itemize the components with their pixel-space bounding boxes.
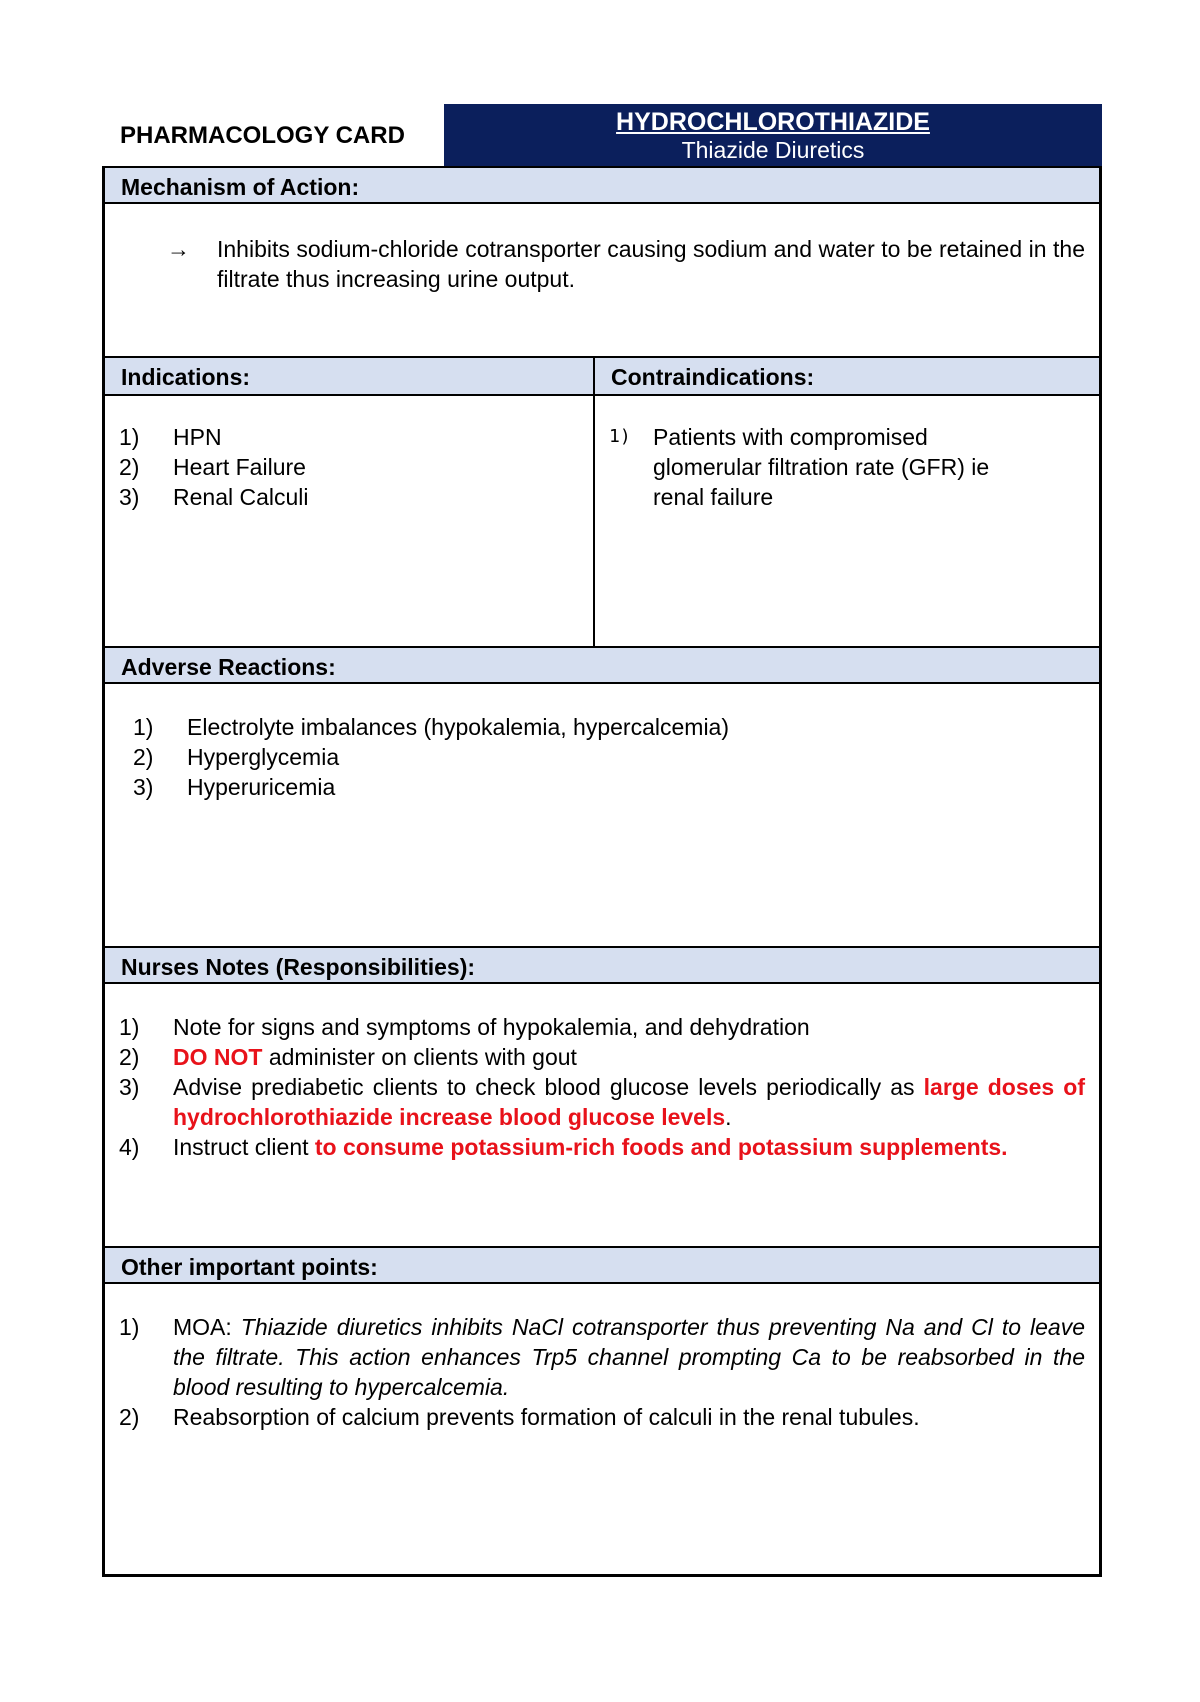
- list-item: 1) HPN: [119, 424, 222, 450]
- list-item: 1) Note for signs and symptoms of hypokalemia, and dehydration: [119, 1014, 810, 1040]
- list-item: 2) Hyperglycemia: [133, 744, 340, 770]
- list-item: 1) Electrolyte imbalances (hypokalemia, hypercalcemia): [133, 714, 730, 740]
- contraindications-list: [609, 422, 1085, 512]
- nurses-body: [105, 984, 1099, 1246]
- indications-column: [105, 358, 595, 646]
- list-item: 2) DO NOT administer on clients with gout: [119, 1044, 577, 1070]
- nurses-heading: Nurses Notes (Responsibilities):: [105, 946, 1099, 984]
- adverse-body: [105, 684, 1099, 946]
- other-list: [119, 1312, 1085, 1432]
- moa-text: Inhibits sodium-chloride cotransporter causing sodium and water to be retained in the filtrate thus increasing urine output.: [217, 236, 1085, 292]
- list-item: 3) Advise prediabetic clients to check blood glucose levels periodically as large doses of hydrochlorothiazide increase blood glucose levels.: [119, 1074, 1085, 1130]
- drug-class: Thiazide Diuretics: [681, 137, 865, 163]
- adverse-list: [133, 712, 1085, 802]
- drug-name: HYDROCHLOROTHIAZIDE: [616, 108, 930, 136]
- pharmacology-card: [102, 104, 1102, 1577]
- contraindications-heading: Contraindications:: [595, 358, 1099, 396]
- list-item: 3) Hyperuricemia: [133, 774, 336, 800]
- list-item: 3) Renal Calculi: [119, 484, 309, 510]
- list-item: 1) MOA: Thiazide diuretics inhibits NaCl cotransporter thus preventing Na and Cl to leave the filtrate. This action enhances Trp5 channel prompting Ca to be reabsorbed in the blood resulting to hypercalcemia.: [119, 1314, 1086, 1400]
- list-item: 2) Heart Failure: [119, 454, 306, 480]
- contraindications-column: [595, 358, 1099, 646]
- card-label: PHARMACOLOGY CARD: [120, 122, 405, 149]
- drug-title-block: [444, 104, 1102, 166]
- adverse-heading: Adverse Reactions:: [105, 646, 1099, 684]
- contraindications-body: [595, 396, 1099, 646]
- card-header: [102, 104, 1102, 166]
- indications-heading: Indications:: [105, 358, 593, 396]
- moa-body: [105, 204, 1099, 356]
- indications-body: [105, 396, 593, 646]
- list-item: 4) Instruct client to consume potassium-rich foods and potassium supplements.: [119, 1134, 1008, 1160]
- list-item: 2) Reabsorption of calcium prevents formation of calculi in the renal tubules.: [119, 1404, 920, 1430]
- list-item: 1) Patients with compromised glomerular filtration rate (GFR) ie renal failure: [609, 424, 990, 510]
- arrow-icon: →: [167, 236, 190, 262]
- other-body: [105, 1284, 1099, 1574]
- moa-heading: Mechanism of Action:: [105, 166, 1099, 204]
- indications-row: [105, 356, 1099, 646]
- nurses-list: [119, 1012, 1085, 1162]
- other-heading: Other important points:: [105, 1246, 1099, 1284]
- card-body: [102, 166, 1102, 1577]
- indications-list: [119, 422, 579, 512]
